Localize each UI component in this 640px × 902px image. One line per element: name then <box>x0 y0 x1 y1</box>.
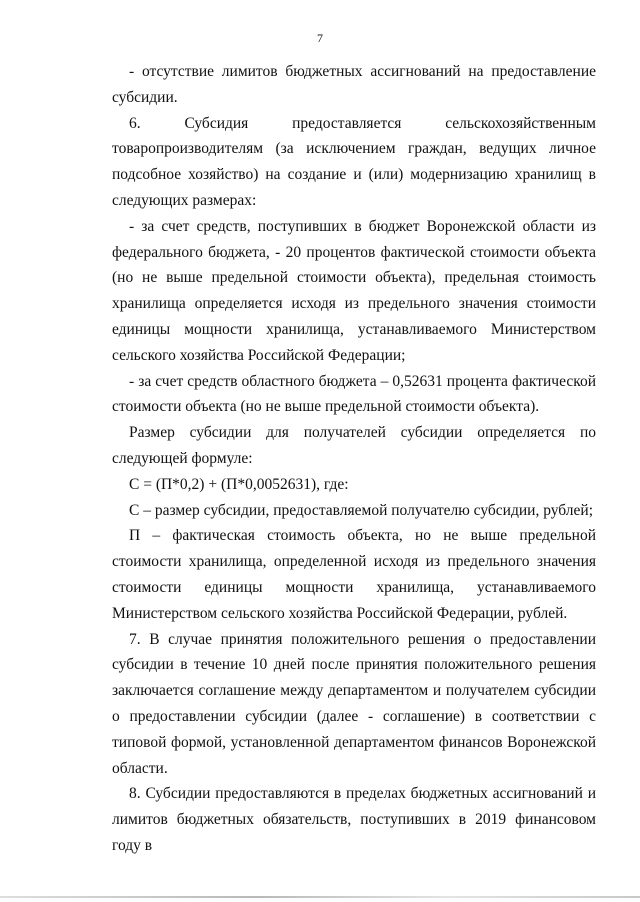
paragraph-p-definition: П – фактическая стоимость объекта, но не выше предельной стоимости хранилища, определенной исходя из предельного значения стоимости единицы мощности хранилища, устанавливаемого Министерством сельского хозяйства Российской Федерации, рублей. <box>112 527 596 622</box>
page-number: 7 <box>317 31 323 45</box>
paragraph-formula: С = (П*0,2) + (П*0,0052631), где: <box>129 475 349 493</box>
paragraph-federal-share: - за счет средств, поступивших в бюджет Воронежской области из федерального бюджета, - 20 процентов фактической стоимости объекта (но не выше предельной стоимости объекта), предельная стоимость хранилища определяется исходя из предельного значения стоимости единицы мощности хранилища, устанавливаемого Министерством сельского хозяйства Российской Федерации; <box>112 217 596 364</box>
paragraph-formula-intro: Размер субсидии для получателей субсидии определяется по следующей формуле: <box>112 424 596 467</box>
paragraph-regional-share: - за счет средств областного бюджета – 0,52631 процента фактической стоимости объекта (но не выше предельной стоимости объекта). <box>112 372 596 416</box>
paragraph-c-definition: С – размер субсидии, предоставляемой получателю субсидии, рублей; <box>129 501 594 519</box>
paragraph-7-agreement: 7. В случае принятия положительного решения о предоставлении субсидии в течение 10 дней после принятия положительного решения заключается соглашение между департаментом и получателем субсидии о предоставлении субсидии (далее - соглашение) в соответствии с типовой формой, установленной департаментом финансов Воронежской области. <box>112 630 596 777</box>
paragraph-6-subsidy-recipients: 6. Субсидия предоставляется сельскохозяйственным товаропроизводителям (за исключением граждан, ведущих личное подсобное хозяйство) на создание и (или) модернизацию хранилищ в следующих размерах: <box>112 114 596 209</box>
paragraph-8-budget-allocations: 8. Субсидии предоставляются в пределах бюджетных ассигнований и лимитов бюджетных обязательств, поступивших в 2019 финансовом году в <box>112 785 596 854</box>
scan-edge-line <box>0 896 640 898</box>
paragraph-budget-limits: - отсутствие лимитов бюджетных ассигнований на предоставление субсидии. <box>112 63 596 106</box>
body-text <box>112 59 596 859</box>
